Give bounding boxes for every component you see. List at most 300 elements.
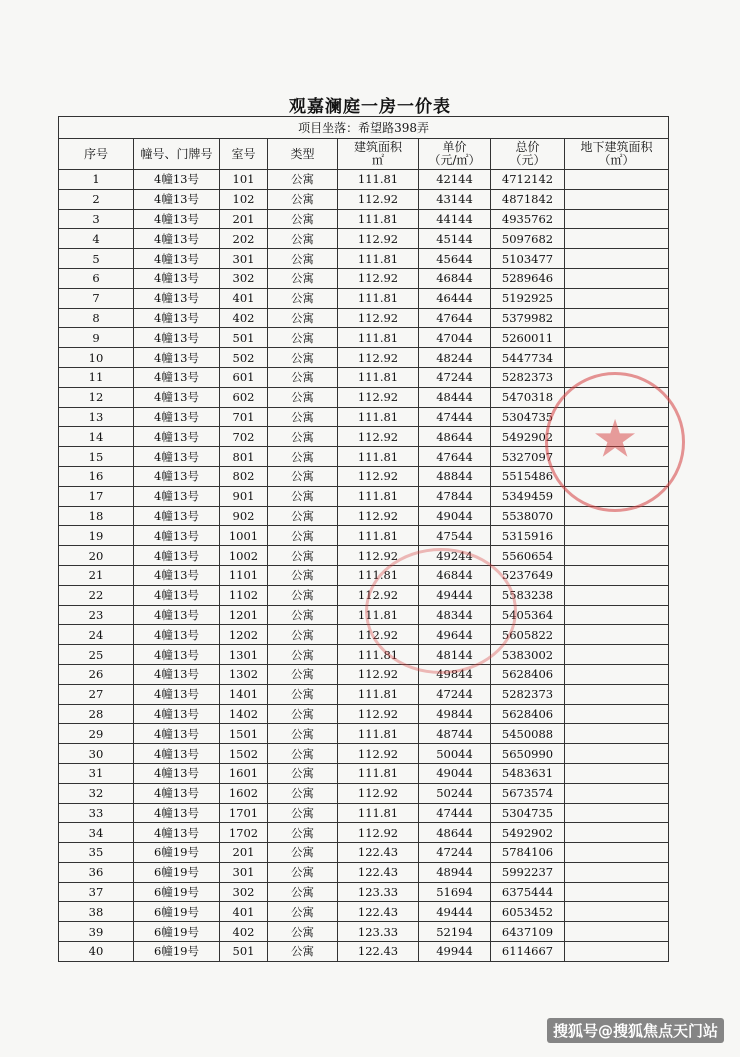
unit-type-cell: 公寓 [268, 763, 338, 783]
building-no-cell: 4幢13号 [134, 288, 220, 308]
floor-area-cell: 111.81 [338, 328, 419, 348]
floor-area-cell: 111.81 [338, 407, 419, 427]
row-no-cell: 9 [59, 328, 134, 348]
total-price-cell: 5282373 [491, 684, 565, 704]
table-row [59, 645, 669, 665]
underground-area-cell [565, 427, 669, 447]
building-no-cell: 6幢19号 [134, 902, 220, 922]
total-price-cell: 5628406 [491, 664, 565, 684]
underground-area-cell [565, 466, 669, 486]
room-no-cell: 1301 [220, 645, 268, 665]
floor-area-cell: 112.92 [338, 585, 419, 605]
floor-area-cell: 111.81 [338, 486, 419, 506]
row-no-cell: 17 [59, 486, 134, 506]
underground-area-cell [565, 189, 669, 209]
unit-price-cell: 42144 [419, 170, 491, 190]
unit-type-cell: 公寓 [268, 783, 338, 803]
total-price-cell: 5628406 [491, 704, 565, 724]
building-no-cell: 4幢13号 [134, 486, 220, 506]
header-underground-area: 地下建筑面积 （㎡） [565, 139, 669, 170]
location-row [59, 117, 669, 139]
floor-area-cell: 111.81 [338, 170, 419, 190]
underground-area-cell [565, 843, 669, 863]
unit-price-cell: 49944 [419, 942, 491, 962]
underground-area-cell [565, 348, 669, 368]
table-row [59, 882, 669, 902]
building-no-cell: 4幢13号 [134, 565, 220, 585]
unit-price-cell: 49644 [419, 625, 491, 645]
unit-price-cell: 47244 [419, 367, 491, 387]
row-no-cell: 5 [59, 249, 134, 269]
building-no-cell: 6幢19号 [134, 922, 220, 942]
total-price-cell: 6114667 [491, 942, 565, 962]
table-row [59, 367, 669, 387]
floor-area-cell: 111.81 [338, 249, 419, 269]
total-price-cell: 5289646 [491, 268, 565, 288]
room-no-cell: 101 [220, 170, 268, 190]
total-price-cell: 5383002 [491, 645, 565, 665]
unit-price-cell: 46444 [419, 288, 491, 308]
table-row [59, 407, 669, 427]
underground-area-cell [565, 367, 669, 387]
underground-area-cell [565, 328, 669, 348]
floor-area-cell: 112.92 [338, 664, 419, 684]
price-table [58, 116, 669, 962]
table-row [59, 684, 669, 704]
building-no-cell: 4幢13号 [134, 724, 220, 744]
unit-price-cell: 45144 [419, 229, 491, 249]
table-row [59, 170, 669, 190]
underground-area-cell [565, 823, 669, 843]
unit-price-cell: 51694 [419, 882, 491, 902]
unit-type-cell: 公寓 [268, 328, 338, 348]
room-no-cell: 601 [220, 367, 268, 387]
total-price-cell: 5379982 [491, 308, 565, 328]
unit-type-cell: 公寓 [268, 645, 338, 665]
room-no-cell: 1702 [220, 823, 268, 843]
total-price-cell: 5447734 [491, 348, 565, 368]
underground-area-cell [565, 942, 669, 962]
floor-area-cell: 112.92 [338, 268, 419, 288]
building-no-cell: 4幢13号 [134, 427, 220, 447]
building-no-cell: 4幢13号 [134, 308, 220, 328]
underground-area-cell [565, 268, 669, 288]
floor-area-cell: 111.81 [338, 565, 419, 585]
floor-area-cell: 112.92 [338, 189, 419, 209]
floor-area-cell: 111.81 [338, 645, 419, 665]
total-price-cell: 5492902 [491, 823, 565, 843]
page-title: 观嘉澜庭一房一价表 [289, 97, 451, 117]
underground-area-cell [565, 783, 669, 803]
unit-price-cell: 47444 [419, 407, 491, 427]
header-building: 幢号、门牌号 [134, 139, 220, 170]
floor-area-cell: 111.81 [338, 447, 419, 467]
floor-area-cell: 122.43 [338, 902, 419, 922]
row-no-cell: 29 [59, 724, 134, 744]
underground-area-cell [565, 862, 669, 882]
building-no-cell: 6幢19号 [134, 862, 220, 882]
room-no-cell: 302 [220, 882, 268, 902]
unit-type-cell: 公寓 [268, 427, 338, 447]
floor-area-cell: 111.81 [338, 803, 419, 823]
room-no-cell: 602 [220, 387, 268, 407]
underground-area-cell [565, 506, 669, 526]
room-no-cell: 1502 [220, 744, 268, 764]
total-price-cell: 5583238 [491, 585, 565, 605]
table-row [59, 447, 669, 467]
building-no-cell: 6幢19号 [134, 882, 220, 902]
unit-type-cell: 公寓 [268, 447, 338, 467]
underground-area-cell [565, 565, 669, 585]
unit-price-cell: 49244 [419, 546, 491, 566]
table-row [59, 843, 669, 863]
row-no-cell: 28 [59, 704, 134, 724]
underground-area-cell [565, 209, 669, 229]
floor-area-cell: 112.92 [338, 704, 419, 724]
building-no-cell: 4幢13号 [134, 803, 220, 823]
room-no-cell: 201 [220, 209, 268, 229]
total-price-cell: 5470318 [491, 387, 565, 407]
table-row [59, 189, 669, 209]
floor-area-cell: 122.43 [338, 843, 419, 863]
floor-area-cell: 111.81 [338, 209, 419, 229]
underground-area-cell [565, 744, 669, 764]
table-row [59, 763, 669, 783]
building-no-cell: 4幢13号 [134, 506, 220, 526]
building-no-cell: 4幢13号 [134, 823, 220, 843]
total-price-cell: 5405364 [491, 605, 565, 625]
total-price-cell: 5304735 [491, 803, 565, 823]
table-row [59, 625, 669, 645]
row-no-cell: 31 [59, 763, 134, 783]
total-price-cell: 5315916 [491, 526, 565, 546]
total-price-cell: 5304735 [491, 407, 565, 427]
header-no: 序号 [59, 139, 134, 170]
building-no-cell: 4幢13号 [134, 387, 220, 407]
underground-area-cell [565, 605, 669, 625]
building-no-cell: 4幢13号 [134, 645, 220, 665]
total-price-cell: 5492902 [491, 427, 565, 447]
floor-area-cell: 112.92 [338, 308, 419, 328]
table-row [59, 922, 669, 942]
underground-area-cell [565, 447, 669, 467]
total-price-cell: 5605822 [491, 625, 565, 645]
header-total-price: 总价 （元） [491, 139, 565, 170]
table-row [59, 288, 669, 308]
floor-area-cell: 112.92 [338, 783, 419, 803]
total-price-cell: 5673574 [491, 783, 565, 803]
table-row [59, 328, 669, 348]
unit-price-cell: 44144 [419, 209, 491, 229]
unit-price-cell: 50044 [419, 744, 491, 764]
building-no-cell: 4幢13号 [134, 348, 220, 368]
unit-price-cell: 45644 [419, 249, 491, 269]
building-no-cell: 4幢13号 [134, 526, 220, 546]
unit-price-cell: 47044 [419, 328, 491, 348]
unit-type-cell: 公寓 [268, 466, 338, 486]
room-no-cell: 202 [220, 229, 268, 249]
row-no-cell: 7 [59, 288, 134, 308]
total-price-cell: 5992237 [491, 862, 565, 882]
room-no-cell: 1202 [220, 625, 268, 645]
row-no-cell: 4 [59, 229, 134, 249]
unit-type-cell: 公寓 [268, 843, 338, 863]
row-no-cell: 3 [59, 209, 134, 229]
total-price-cell: 5784106 [491, 843, 565, 863]
floor-area-cell: 111.81 [338, 684, 419, 704]
unit-type-cell: 公寓 [268, 902, 338, 922]
unit-type-cell: 公寓 [268, 724, 338, 744]
room-no-cell: 402 [220, 922, 268, 942]
underground-area-cell [565, 407, 669, 427]
underground-area-cell [565, 684, 669, 704]
unit-price-cell: 48944 [419, 862, 491, 882]
building-no-cell: 4幢13号 [134, 704, 220, 724]
row-no-cell: 20 [59, 546, 134, 566]
room-no-cell: 201 [220, 843, 268, 863]
building-no-cell: 4幢13号 [134, 625, 220, 645]
row-no-cell: 38 [59, 902, 134, 922]
room-no-cell: 501 [220, 942, 268, 962]
building-no-cell: 4幢13号 [134, 328, 220, 348]
floor-area-cell: 111.81 [338, 367, 419, 387]
unit-type-cell: 公寓 [268, 922, 338, 942]
floor-area-cell: 122.43 [338, 862, 419, 882]
unit-type-cell: 公寓 [268, 625, 338, 645]
total-price-cell: 5349459 [491, 486, 565, 506]
unit-type-cell: 公寓 [268, 704, 338, 724]
room-no-cell: 1002 [220, 546, 268, 566]
underground-area-cell [565, 664, 669, 684]
floor-area-cell: 111.81 [338, 724, 419, 744]
unit-price-cell: 43144 [419, 189, 491, 209]
unit-price-cell: 49844 [419, 664, 491, 684]
underground-area-cell [565, 922, 669, 942]
unit-price-cell: 47244 [419, 684, 491, 704]
underground-area-cell [565, 585, 669, 605]
unit-type-cell: 公寓 [268, 664, 338, 684]
table-row [59, 565, 669, 585]
room-no-cell: 502 [220, 348, 268, 368]
unit-type-cell: 公寓 [268, 585, 338, 605]
floor-area-cell: 123.33 [338, 882, 419, 902]
table-row [59, 466, 669, 486]
room-no-cell: 1701 [220, 803, 268, 823]
table-row [59, 862, 669, 882]
row-no-cell: 21 [59, 565, 134, 585]
source-watermark: 搜狐号@搜狐焦点天门站 [547, 1018, 724, 1043]
unit-price-cell: 50244 [419, 783, 491, 803]
row-no-cell: 25 [59, 645, 134, 665]
row-no-cell: 10 [59, 348, 134, 368]
total-price-cell: 5560654 [491, 546, 565, 566]
row-no-cell: 40 [59, 942, 134, 962]
room-no-cell: 801 [220, 447, 268, 467]
unit-price-cell: 49444 [419, 585, 491, 605]
underground-area-cell [565, 803, 669, 823]
row-no-cell: 32 [59, 783, 134, 803]
room-no-cell: 902 [220, 506, 268, 526]
unit-type-cell: 公寓 [268, 803, 338, 823]
building-no-cell: 4幢13号 [134, 268, 220, 288]
unit-price-cell: 52194 [419, 922, 491, 942]
unit-type-cell: 公寓 [268, 268, 338, 288]
table-row [59, 783, 669, 803]
unit-type-cell: 公寓 [268, 862, 338, 882]
unit-type-cell: 公寓 [268, 744, 338, 764]
building-no-cell: 4幢13号 [134, 229, 220, 249]
underground-area-cell [565, 645, 669, 665]
building-no-cell: 4幢13号 [134, 605, 220, 625]
table-row [59, 506, 669, 526]
table-row [59, 585, 669, 605]
unit-price-cell: 48444 [419, 387, 491, 407]
table-row [59, 209, 669, 229]
floor-area-cell: 123.33 [338, 922, 419, 942]
room-no-cell: 1401 [220, 684, 268, 704]
table-row [59, 664, 669, 684]
total-price-cell: 5650990 [491, 744, 565, 764]
floor-area-cell: 112.92 [338, 546, 419, 566]
table-row [59, 229, 669, 249]
floor-area-cell: 112.92 [338, 466, 419, 486]
underground-area-cell [565, 249, 669, 269]
total-price-cell: 6053452 [491, 902, 565, 922]
underground-area-cell [565, 387, 669, 407]
unit-price-cell: 48644 [419, 823, 491, 843]
building-no-cell: 4幢13号 [134, 249, 220, 269]
total-price-cell: 6375444 [491, 882, 565, 902]
building-no-cell: 6幢19号 [134, 942, 220, 962]
row-no-cell: 36 [59, 862, 134, 882]
unit-price-cell: 47844 [419, 486, 491, 506]
unit-type-cell: 公寓 [268, 209, 338, 229]
room-no-cell: 702 [220, 427, 268, 447]
underground-area-cell [565, 546, 669, 566]
unit-price-cell: 49844 [419, 704, 491, 724]
table-row [59, 724, 669, 744]
room-no-cell: 501 [220, 328, 268, 348]
floor-area-cell: 112.92 [338, 348, 419, 368]
table-row [59, 803, 669, 823]
floor-area-cell: 112.92 [338, 427, 419, 447]
unit-price-cell: 47544 [419, 526, 491, 546]
underground-area-cell [565, 704, 669, 724]
total-price-cell: 5103477 [491, 249, 565, 269]
table-row [59, 249, 669, 269]
total-price-cell: 5538070 [491, 506, 565, 526]
table-row [59, 605, 669, 625]
unit-type-cell: 公寓 [268, 684, 338, 704]
underground-area-cell [565, 526, 669, 546]
unit-type-cell: 公寓 [268, 407, 338, 427]
room-no-cell: 802 [220, 466, 268, 486]
header-room: 室号 [220, 139, 268, 170]
unit-price-cell: 49444 [419, 902, 491, 922]
floor-area-cell: 112.92 [338, 506, 419, 526]
room-no-cell: 1101 [220, 565, 268, 585]
room-no-cell: 1201 [220, 605, 268, 625]
row-no-cell: 12 [59, 387, 134, 407]
table-row [59, 902, 669, 922]
unit-type-cell: 公寓 [268, 823, 338, 843]
room-no-cell: 401 [220, 288, 268, 308]
unit-type-cell: 公寓 [268, 170, 338, 190]
unit-price-cell: 49044 [419, 763, 491, 783]
row-no-cell: 6 [59, 268, 134, 288]
underground-area-cell [565, 170, 669, 190]
floor-area-cell: 122.43 [338, 942, 419, 962]
row-no-cell: 11 [59, 367, 134, 387]
header-type: 类型 [268, 139, 338, 170]
underground-area-cell [565, 724, 669, 744]
table-row [59, 268, 669, 288]
room-no-cell: 1001 [220, 526, 268, 546]
unit-price-cell: 48344 [419, 605, 491, 625]
building-no-cell: 4幢13号 [134, 367, 220, 387]
row-no-cell: 14 [59, 427, 134, 447]
underground-area-cell [565, 486, 669, 506]
underground-area-cell [565, 308, 669, 328]
unit-price-cell: 46844 [419, 268, 491, 288]
building-no-cell: 4幢13号 [134, 744, 220, 764]
underground-area-cell [565, 288, 669, 308]
table-row [59, 486, 669, 506]
table-row [59, 546, 669, 566]
unit-type-cell: 公寓 [268, 605, 338, 625]
unit-price-cell: 48644 [419, 427, 491, 447]
building-no-cell: 4幢13号 [134, 763, 220, 783]
building-no-cell: 4幢13号 [134, 209, 220, 229]
floor-area-cell: 112.92 [338, 387, 419, 407]
floor-area-cell: 112.92 [338, 625, 419, 645]
building-no-cell: 6幢19号 [134, 843, 220, 863]
total-price-cell: 5327097 [491, 447, 565, 467]
total-price-cell: 5450088 [491, 724, 565, 744]
floor-area-cell: 111.81 [338, 526, 419, 546]
room-no-cell: 1402 [220, 704, 268, 724]
seal-star-icon: ★ [591, 409, 639, 470]
floor-area-cell: 112.92 [338, 744, 419, 764]
room-no-cell: 901 [220, 486, 268, 506]
row-no-cell: 39 [59, 922, 134, 942]
room-no-cell: 301 [220, 862, 268, 882]
room-no-cell: 301 [220, 249, 268, 269]
header-unit-price: 单价 （元/㎡） [419, 139, 491, 170]
building-no-cell: 4幢13号 [134, 447, 220, 467]
room-no-cell: 402 [220, 308, 268, 328]
unit-price-cell: 47244 [419, 843, 491, 863]
unit-type-cell: 公寓 [268, 288, 338, 308]
unit-price-cell: 49044 [419, 506, 491, 526]
unit-price-cell: 48844 [419, 466, 491, 486]
room-no-cell: 701 [220, 407, 268, 427]
unit-price-cell: 47644 [419, 447, 491, 467]
unit-price-cell: 48144 [419, 645, 491, 665]
floor-area-cell: 111.81 [338, 605, 419, 625]
unit-type-cell: 公寓 [268, 942, 338, 962]
underground-area-cell [565, 625, 669, 645]
unit-price-cell: 47644 [419, 308, 491, 328]
total-price-cell: 4871842 [491, 189, 565, 209]
building-no-cell: 4幢13号 [134, 189, 220, 209]
floor-area-cell: 112.92 [338, 229, 419, 249]
room-no-cell: 1602 [220, 783, 268, 803]
underground-area-cell [565, 882, 669, 902]
unit-price-cell: 46844 [419, 565, 491, 585]
row-no-cell: 27 [59, 684, 134, 704]
total-price-cell: 5483631 [491, 763, 565, 783]
